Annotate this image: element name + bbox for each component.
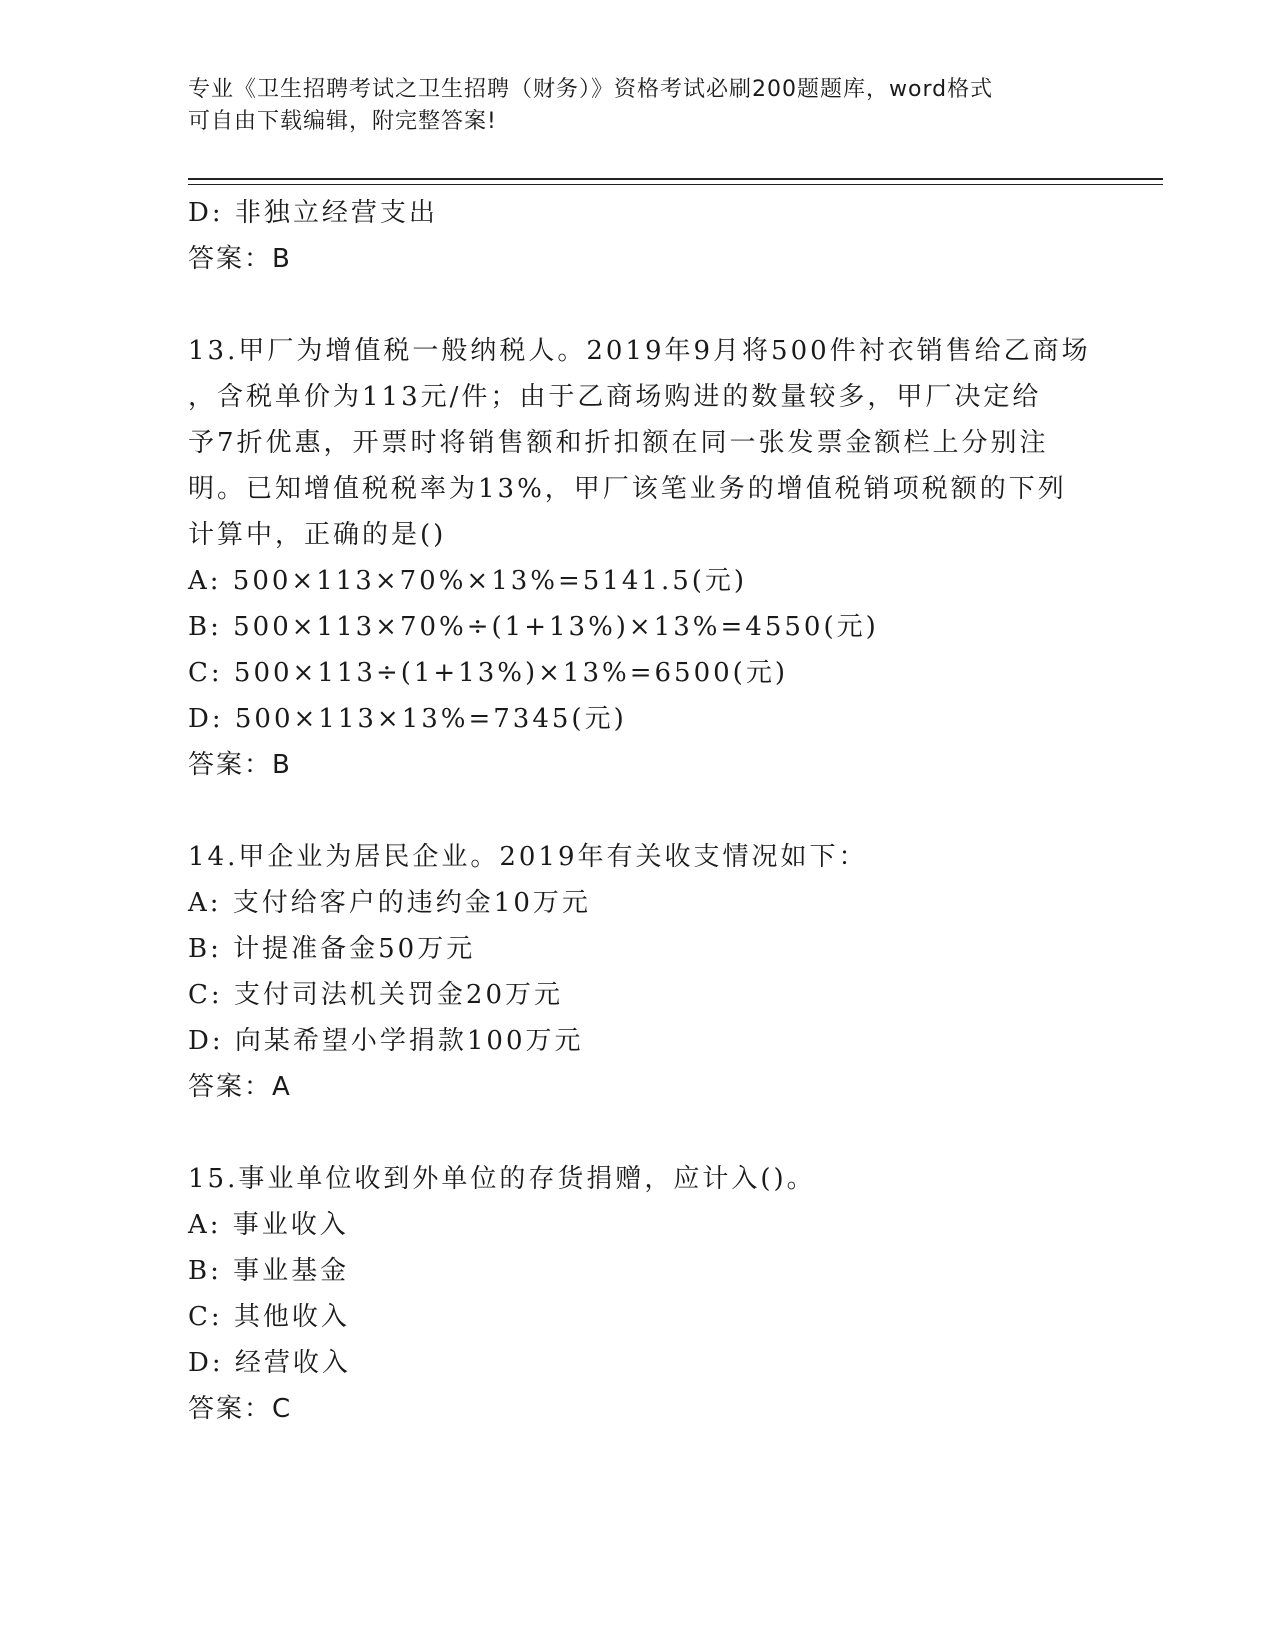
question-stem-line: 予7折优惠，开票时将销售额和折扣额在同一张发票金额栏上分别注 <box>188 428 1049 458</box>
answer-line: 答案：C <box>188 1394 293 1424</box>
header-divider-thin <box>188 184 1163 185</box>
question-stem-line: 13.甲厂为增值税一般纳税人。2019年9月将500件衬衣销售给乙商场 <box>188 336 1091 366</box>
question-stem-line: ，含税单价为113元/件；由于乙商场购进的数量较多，甲厂决定给 <box>188 382 1042 412</box>
spacer <box>188 282 1088 328</box>
option-c: C: 支付司法机关罚金20万元 <box>188 980 564 1010</box>
question-13 <box>188 328 1091 788</box>
answer-line: 答案：B <box>188 244 292 274</box>
question-stem-line: 计算中，正确的是() <box>188 520 447 550</box>
option-d: D: 500×113×13%=7345(元) <box>188 704 627 734</box>
option-a: A: 事业收入 <box>188 1210 349 1240</box>
spacer <box>188 788 1088 834</box>
question-15 <box>188 1156 1088 1432</box>
option-a: A: 支付给客户的违约金10万元 <box>188 888 591 918</box>
option-d: D: 向某希望小学捐款100万元 <box>188 1026 584 1056</box>
option-d: D: 经营收入 <box>188 1348 351 1378</box>
header-line-1: 专业《卫生招聘考试之卫生招聘（财务）》资格考试必刷200题题库，word格式 <box>188 77 994 102</box>
answer-line: 答案：A <box>188 1072 292 1102</box>
document-header <box>188 74 1088 138</box>
question-stem-line: 明。已知增值税税率为13%，甲厂该笔业务的增值税销项税额的下列 <box>188 474 1067 504</box>
option-c: C: 500×113÷(1+13%)×13%=6500(元) <box>188 658 788 688</box>
option-b: B: 500×113×70%÷(1+13%)×13%=4550(元) <box>188 612 879 642</box>
header-divider-thick <box>188 178 1163 180</box>
question-14 <box>188 834 1088 1110</box>
question-stem-line: 14.甲企业为居民企业。2019年有关收支情况如下： <box>188 842 868 872</box>
option-b: B: 事业基金 <box>188 1256 350 1286</box>
option-a: A: 500×113×70%×13%=5141.5(元) <box>188 566 748 596</box>
question-stem-line: 15.事业单位收到外单位的存货捐赠，应计入()。 <box>188 1164 816 1194</box>
header-line-2: 可自由下载编辑，附完整答案! <box>188 109 497 134</box>
answer-line: 答案：B <box>188 750 292 780</box>
option-c: C: 其他收入 <box>188 1302 350 1332</box>
spacer <box>188 1110 1088 1156</box>
previous-question-tail <box>188 190 1088 282</box>
option-d: D: 非独立经营支出 <box>188 198 438 228</box>
question-content <box>188 190 1091 1432</box>
option-b: B: 计提准备金50万元 <box>188 934 476 964</box>
